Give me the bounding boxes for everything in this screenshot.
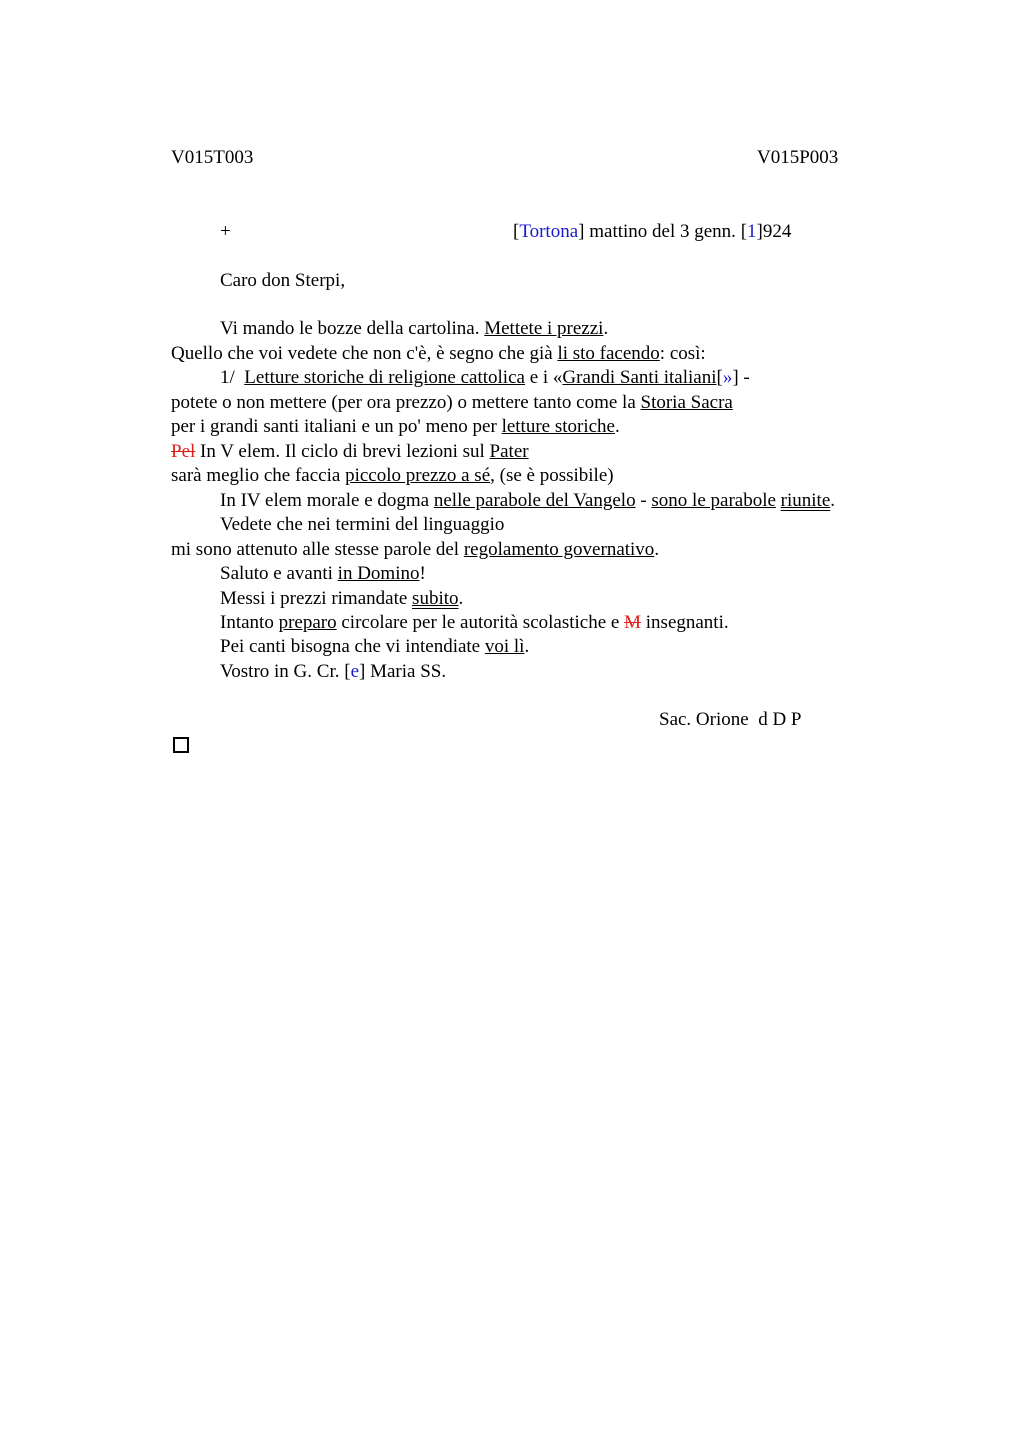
underlined-text: nelle parabole del Vangelo: [433, 490, 636, 511]
underlined-text: regolamento governativo: [463, 539, 655, 560]
signature: Sac. Orione d D P: [659, 709, 802, 730]
body-line-13: [220, 612, 729, 634]
underlined-text: li sto facendo: [557, 343, 660, 364]
text: In IV elem morale e dogma: [220, 490, 434, 511]
text: .: [524, 636, 530, 657]
underlined-text: letture storiche: [501, 416, 615, 437]
editorial-insertion: e: [350, 661, 359, 682]
end-marker-square-icon: [173, 737, 189, 753]
underlined-text: voi lì: [484, 636, 525, 657]
underlined-text: Storia Sacra: [640, 392, 733, 413]
body-line-8: [220, 490, 835, 512]
text: mi sono attenuto alle stesse parole del: [171, 539, 464, 560]
underlined-text: Mettete i prezzi: [484, 318, 604, 339]
text: -: [738, 367, 750, 388]
text: !: [419, 563, 426, 584]
deleted-text: M: [624, 612, 642, 633]
text: Maria SS.: [365, 661, 447, 682]
text: In V elem. Il ciclo di brevi lezioni sul: [195, 441, 490, 462]
underlined-text: in Domino: [337, 563, 420, 584]
bracket: [: [740, 221, 748, 242]
underlined-text: preparo: [278, 612, 337, 633]
body-line-9: Vedete che nei termini del linguaggio: [220, 514, 505, 535]
bracket: ]: [359, 661, 366, 682]
text: .: [603, 318, 609, 339]
bracket: [: [716, 367, 723, 388]
body-line-2: [171, 343, 706, 365]
body-line-7: [171, 465, 614, 487]
text: .: [830, 490, 836, 511]
underlined-text: Letture storiche di religione cattolica: [244, 367, 525, 388]
text: Saluto e avanti: [220, 563, 338, 584]
year-rest: 924: [762, 221, 792, 242]
bracket: [: [344, 661, 351, 682]
text: .: [615, 416, 620, 437]
body-line-4: [171, 392, 733, 414]
salutation: Caro don Sterpi,: [220, 270, 346, 291]
text: e i «: [524, 367, 563, 388]
body-line-6: [171, 441, 529, 463]
body-line-3: [220, 367, 750, 389]
text: potete o non mettere (per ora prezzo) o mettere tanto come la: [171, 392, 641, 413]
text: circolare per le autorità scolastiche e: [336, 612, 625, 633]
cross-symbol: +: [220, 221, 231, 242]
text: .: [654, 539, 660, 560]
text: Vostro in G. Cr.: [220, 661, 345, 682]
dateline: [513, 221, 791, 243]
underlined-text: Grandi Santi italiani: [562, 367, 717, 388]
editorial-insertion: »: [722, 367, 733, 388]
deleted-text: Pel: [171, 441, 196, 462]
body-line-12: [220, 588, 463, 610]
text: -: [635, 490, 652, 511]
text: Quello che voi vedete che non c'è, è segno che già: [171, 343, 558, 364]
double-underlined-text: riunite: [780, 490, 831, 511]
underlined-text: Pater: [489, 441, 529, 462]
text: Messi i prezzi rimandate: [220, 588, 413, 609]
text: , (se è possibile): [490, 465, 614, 486]
bracket: [: [513, 221, 520, 242]
text: per i grandi santi italiani e un po' meno per: [171, 416, 502, 437]
underlined-text: sono le parabole: [651, 490, 776, 511]
text: 1/: [220, 367, 245, 388]
body-line-11: [220, 563, 426, 585]
underlined-text: piccolo prezzo a sé: [345, 465, 491, 486]
text: sarà meglio che faccia: [171, 465, 346, 486]
header-left-code: V015T003: [171, 147, 254, 168]
double-underlined-text: subito: [412, 588, 459, 609]
body-line-10: [171, 539, 659, 561]
body-line-15: [220, 661, 446, 683]
text: Intanto: [220, 612, 279, 633]
body-line-5: [171, 416, 620, 438]
header-right-code: V015P003: [757, 147, 839, 168]
body-line-1: [220, 318, 608, 340]
year-prefix: 1: [747, 221, 757, 242]
date-text: mattino del 3 genn.: [584, 221, 741, 242]
text: .: [458, 588, 464, 609]
body-line-14: [220, 636, 529, 658]
text: Vi mando le bozze della cartolina.: [220, 318, 485, 339]
bracket: ]: [732, 367, 739, 388]
bracket: ]: [578, 221, 585, 242]
place-name: Tortona: [519, 221, 579, 242]
text: : così:: [659, 343, 706, 364]
text: insegnanti.: [641, 612, 729, 633]
bracket: ]: [756, 221, 763, 242]
text: Pei canti bisogna che vi intendiate: [220, 636, 485, 657]
